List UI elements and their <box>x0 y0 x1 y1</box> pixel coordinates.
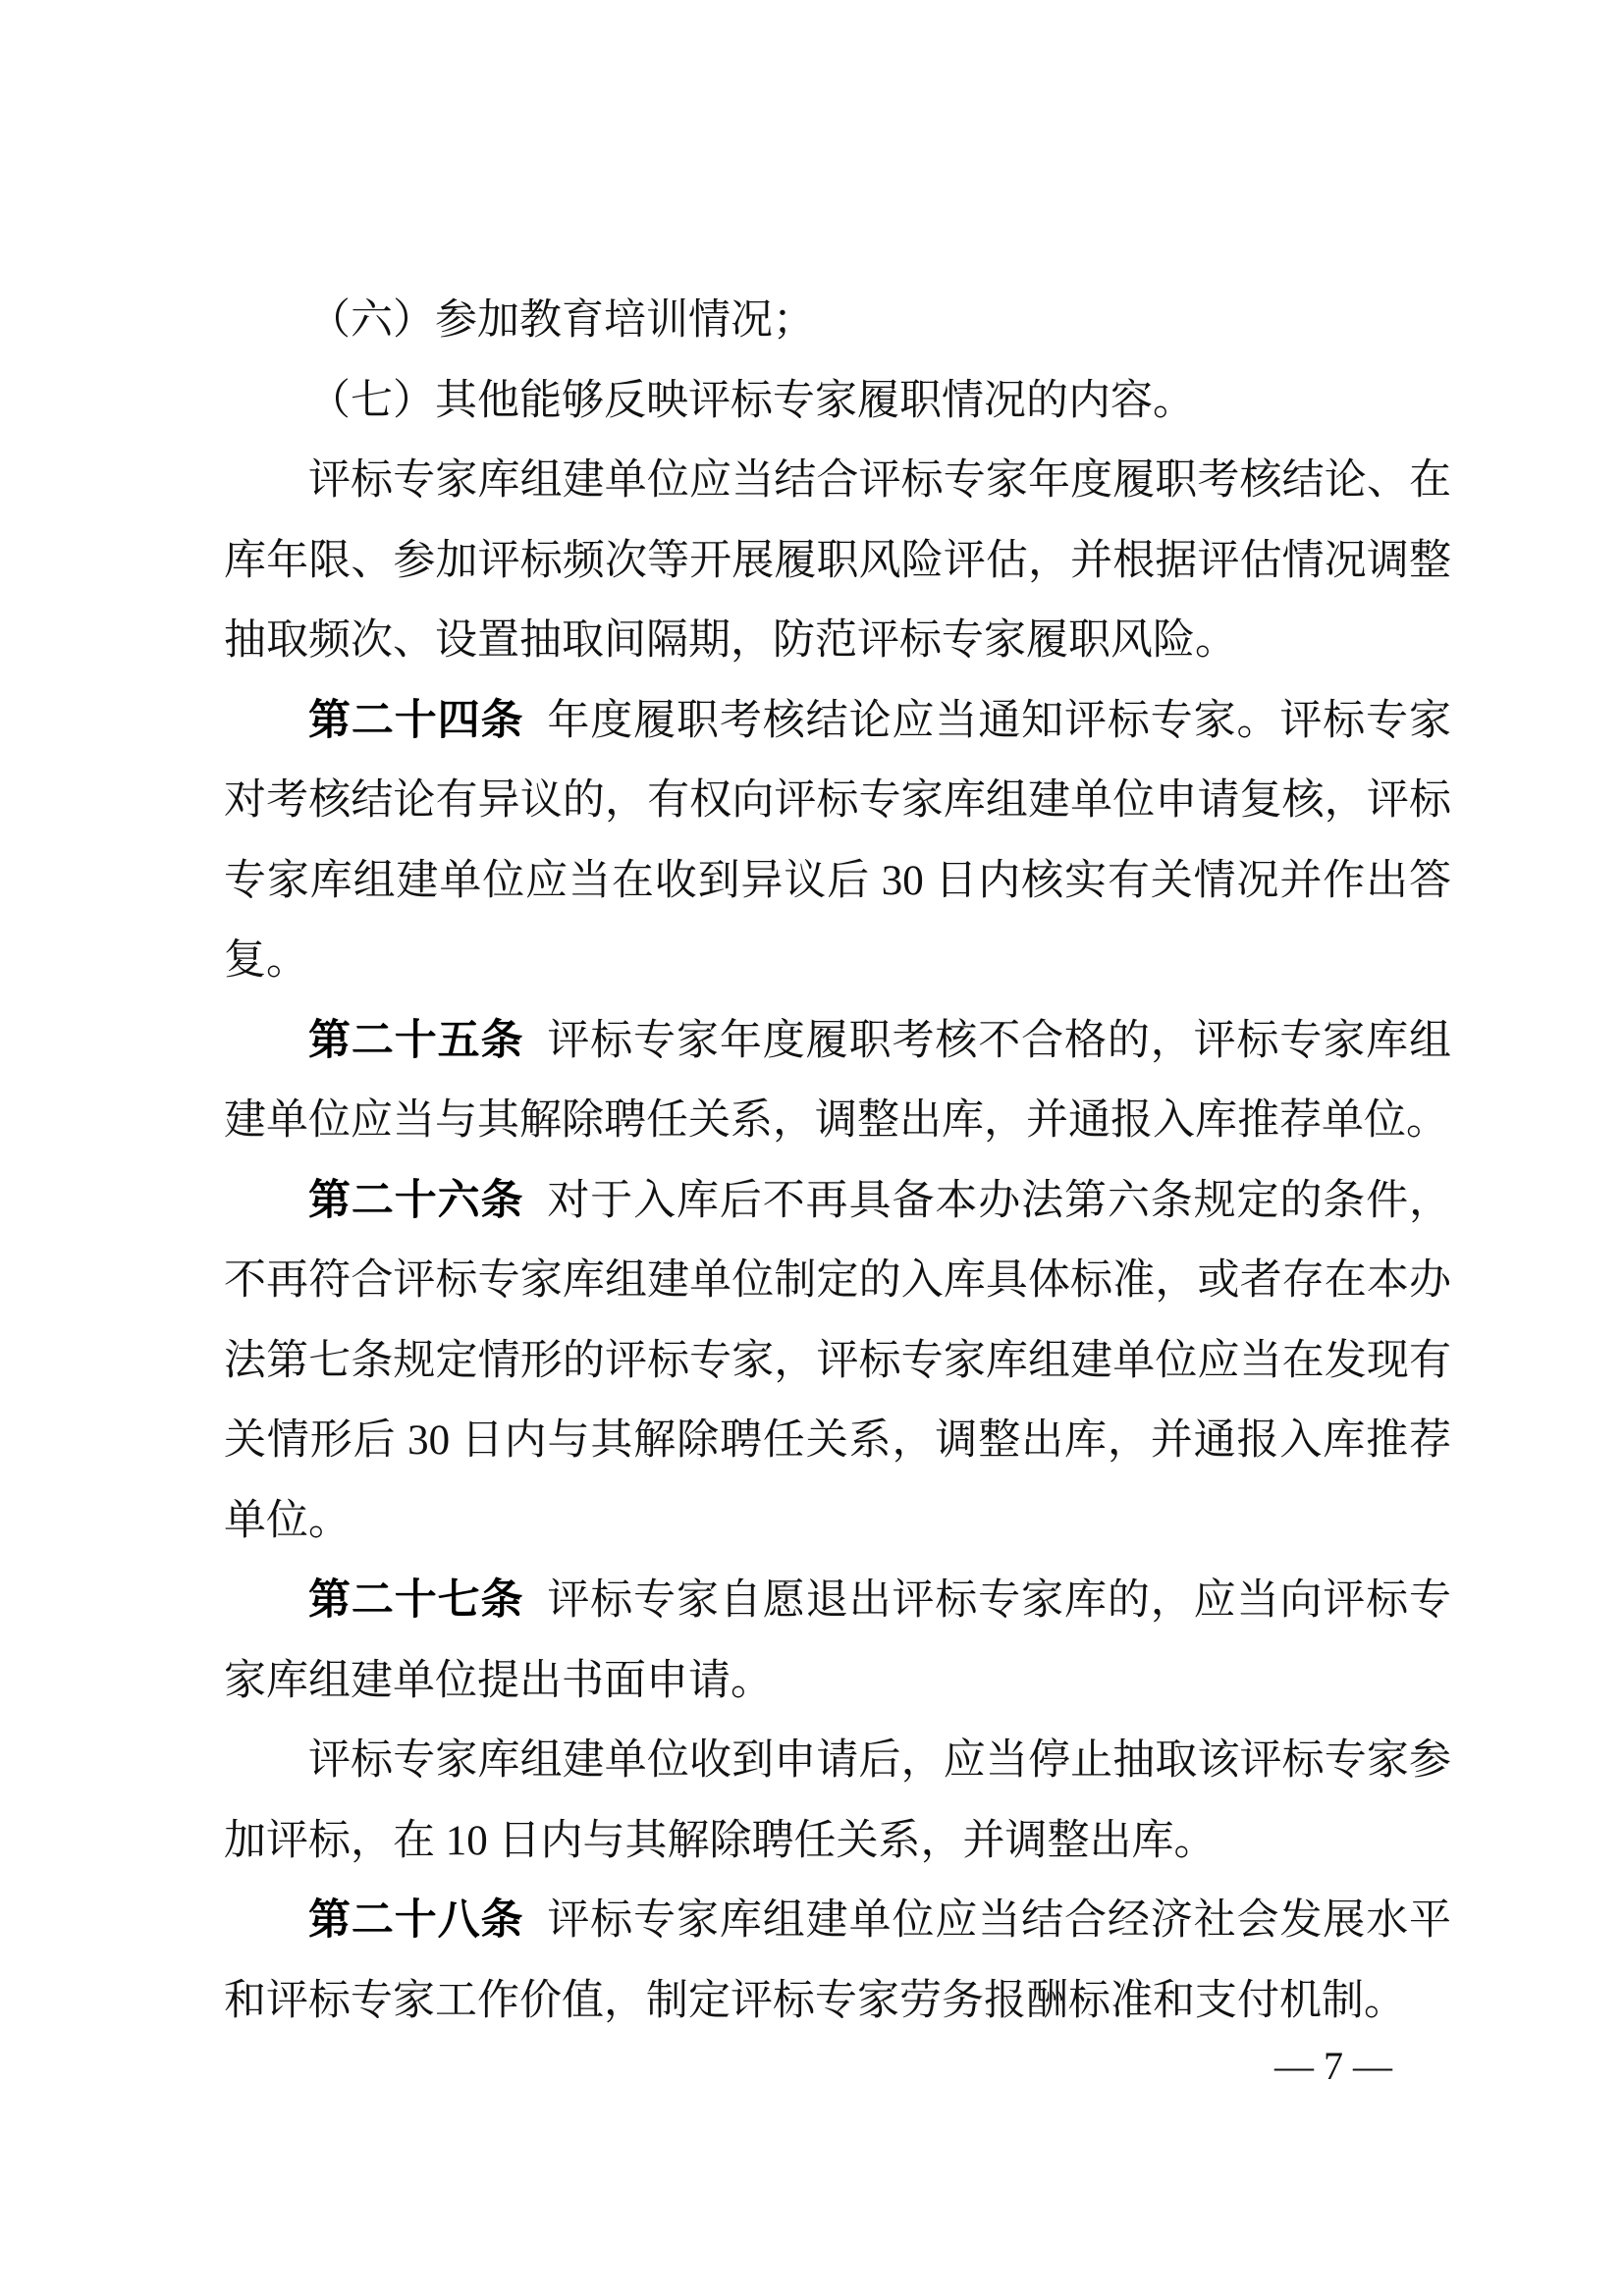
paragraph <box>224 1721 1451 1881</box>
paragraph-text: （七）其他能够反映评标专家履职情况的内容。 <box>308 377 1195 424</box>
article-number: 第二十四条 <box>308 696 524 744</box>
paragraph-text: 评标专家库组建单位收到申请后，应当停止抽取该评标专家参加评标，在 10 日内与其解除聘任关系，并调整出库。 <box>224 1737 1451 1864</box>
paragraph-text: 评标专家库组建单位应当结合经济社会发展水平和评标专家工作价值，制定评标专家劳务报酬标准和支付机制。 <box>224 1897 1452 2024</box>
paragraph <box>224 681 1451 1001</box>
article-number: 第二十六条 <box>308 1176 524 1224</box>
paragraph <box>224 1561 1451 1721</box>
article-number: 第二十八条 <box>308 1896 524 1944</box>
paragraph-text: 年度履职考核结论应当通知评标专家。评标专家对考核结论有异议的，有权向评标专家库组建单位申请复核，评标专家库组建单位应当在收到异议后 30 日内核实有关情况并作出答复。 <box>224 697 1452 984</box>
paragraph-text: 对于入库后不再具备本办法第六条规定的条件，不再符合评标专家库组建单位制定的入库具体标准，或者存在本办法第七条规定情形的评标专家，评标专家库组建单位应当在发现有关情形后 30 日内与其解除聘任关系，调整出库，并通报入库推荐单位。 <box>224 1177 1452 1544</box>
document-body <box>224 281 1451 2041</box>
paragraph <box>224 361 1451 442</box>
paragraph <box>224 1001 1451 1161</box>
paragraph-text: 评标专家年度履职考核不合格的，评标专家库组建单位应当与其解除聘任关系，调整出库，并通报入库推荐单位。 <box>224 1017 1452 1144</box>
paragraph-text: 评标专家库组建单位应当结合评标专家年度履职考核结论、在库年限、参加评标频次等开展履职风险评估，并根据评估情况调整抽取频次、设置抽取间隔期，防范评标专家履职风险。 <box>224 457 1451 664</box>
paragraph-text: 评标专家自愿退出评标专家库的，应当向评标专家库组建单位提出书面申请。 <box>224 1577 1452 1704</box>
paragraph <box>224 1161 1451 1562</box>
article-number: 第二十五条 <box>308 1016 524 1064</box>
paragraph <box>224 281 1451 361</box>
paragraph <box>224 1881 1451 2041</box>
paragraph <box>224 441 1451 681</box>
article-number: 第二十七条 <box>308 1576 524 1624</box>
page-number: — 7 — <box>1274 2044 1392 2088</box>
paragraph-text: （六）参加教育培训情况； <box>308 297 815 344</box>
